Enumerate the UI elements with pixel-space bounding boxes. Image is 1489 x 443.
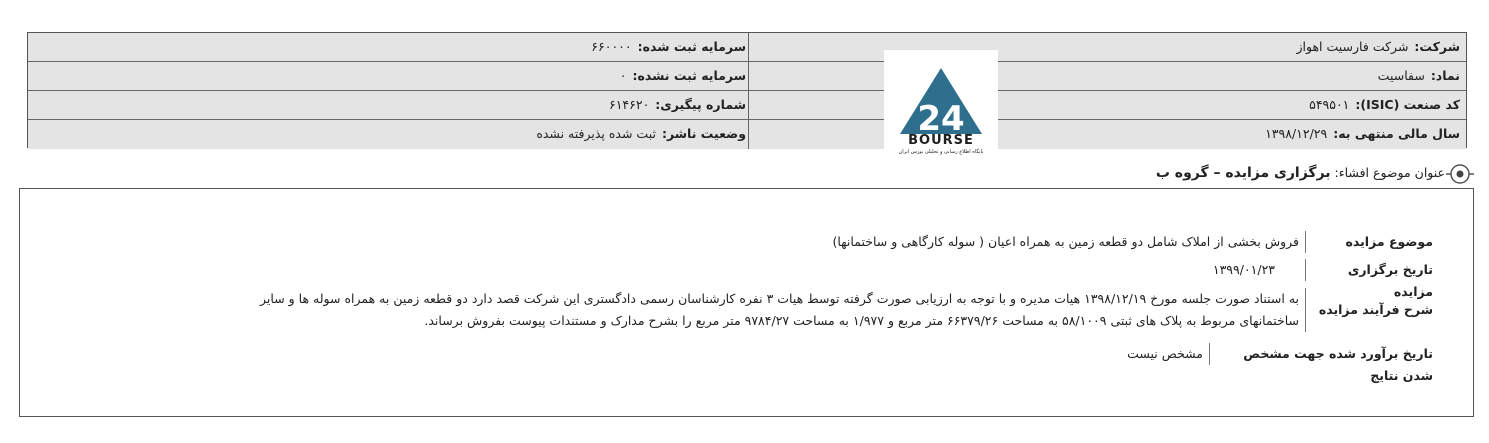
disclosure-subject [1156, 160, 1445, 184]
logo-wordmark: BOURSE [908, 133, 974, 148]
company-label: شرکت: [1414, 39, 1460, 54]
column-divider [748, 91, 749, 119]
info-row [28, 91, 1466, 120]
fiscal-year-label: سال مالی منتهی به: [1333, 126, 1460, 141]
tracking-number-label: شماره پیگیری: [655, 97, 746, 112]
tracking-number-cell [46, 91, 746, 119]
estimated-value: مشخص نیست [1127, 346, 1203, 361]
column-divider [748, 62, 749, 90]
date-label: تاریخ برگزاری مزایده [1305, 259, 1433, 281]
fiscal-year-value: ۱۳۹۸/۱۲/۲۹ [1265, 126, 1328, 141]
isic-label: کد صنعت (ISIC): [1355, 97, 1460, 112]
info-row [28, 120, 1466, 149]
publisher-status-value: ثبت شده پذیرفته نشده [536, 126, 656, 141]
symbol-value: سفاسیت [1377, 68, 1425, 83]
column-divider [748, 33, 749, 61]
company-value: شرکت فارسیت اهواز [1296, 39, 1409, 54]
logo-caption: پایگاه اطلاع رسانی و تحلیلی بورس ایران [898, 149, 984, 155]
details-panel [19, 188, 1474, 417]
unregistered-capital-label: سرمایه ثبت نشده: [632, 68, 746, 83]
disclosure-label: عنوان موضوع افشاء: [1334, 165, 1445, 180]
detail-row-estimated [1127, 343, 1433, 383]
isic-cell [770, 91, 1460, 119]
company-cell [770, 33, 1460, 61]
symbol-label: نماد: [1430, 68, 1460, 83]
process-line-1: به استناد صورت جلسه مورخ ۱۳۹۸/۱۲/۱۹ هیات مدیره و با توجه به ارزیابی صورت گرفته توسط هیات ۳ نفره کارشناسان رسمی دادگستری این شرکت قصد دارد دو قطعه زمین به همراه سوله ها و سایر [260, 291, 1299, 306]
tracking-number-value: ۶۱۴۶۲۰ [609, 97, 650, 112]
company-info-table [27, 32, 1467, 148]
bourse-logo [884, 50, 998, 156]
publisher-status-cell [46, 120, 746, 148]
target-icon [1446, 160, 1474, 188]
date-value: ۱۳۹۹/۰۱/۲۳ [1212, 262, 1275, 277]
registered-capital-label: سرمایه ثبت شده: [637, 39, 746, 54]
detail-row-date [1212, 259, 1433, 299]
info-row [28, 62, 1466, 91]
registered-capital-cell [46, 33, 746, 61]
process-value [260, 288, 1305, 332]
logo-number: 24 [917, 99, 965, 139]
detail-row-subject [832, 231, 1433, 253]
bourse-logo-mark [884, 50, 998, 156]
column-divider [748, 120, 749, 149]
symbol-cell [770, 62, 1460, 90]
detail-row-process [260, 288, 1433, 332]
process-label: شرح فرآیند مزایده [1305, 288, 1433, 332]
disclosure-title: برگزاری مزایده – گروه ب [1155, 165, 1331, 181]
unregistered-capital-value: ۰ [619, 68, 627, 83]
publisher-status-label: وضعیت ناشر: [661, 126, 746, 141]
isic-value: ۵۴۹۵۰۱ [1309, 97, 1350, 112]
registered-capital-value: ۶۶۰۰۰۰ [591, 39, 632, 54]
subject-value: فروش بخشی از املاک شامل دو قطعه زمین به همراه اعیان ( سوله کارگاهی و ساختمانها) [832, 234, 1299, 249]
subject-label: موضوع مزایده [1305, 231, 1433, 253]
process-line-2: ساختمانهای مربوط به پلاک های ثبتی ۵۸/۱۰۰۹ به مساحت ۶۶۳۷۹/۲۶ متر مربع و ۱/۹۷۷ به مساحت ۹۷۸۴/۲۷ متر مربع را بشرح مدارک و مستندات پیوست بفروش برساند. [424, 313, 1299, 328]
unregistered-capital-cell [46, 62, 746, 90]
estimated-label: تاریخ برآورد شده جهت مشخص شدن نتایج [1209, 343, 1433, 365]
info-row [28, 33, 1466, 62]
fiscal-year-cell [770, 120, 1460, 148]
